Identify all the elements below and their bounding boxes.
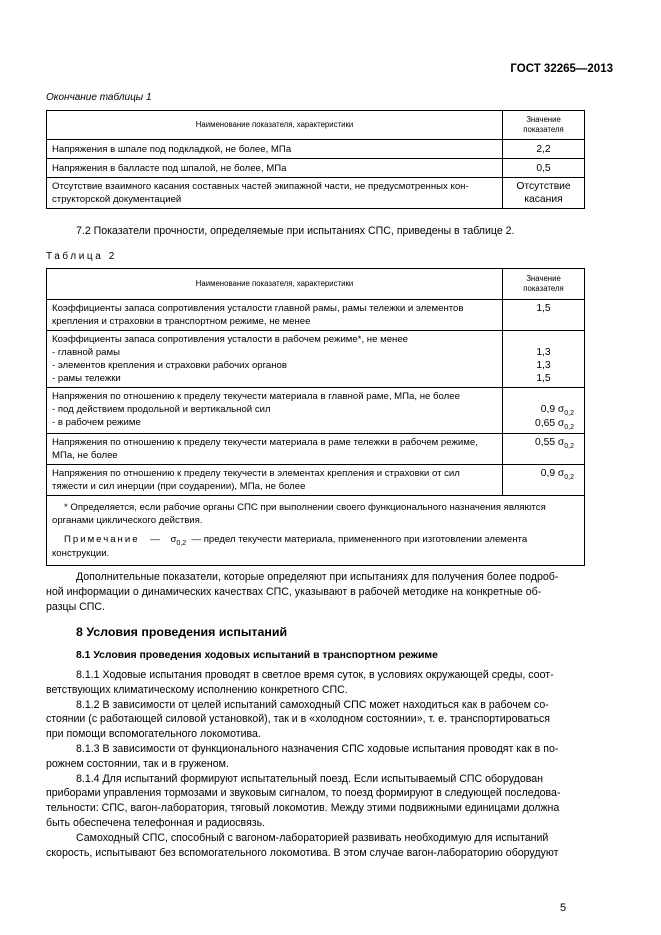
row-value [503,331,585,388]
text-line: 8.1.4 Для испытаний формируют испытательный поезд. Если испытываемый СПС оборудован [76,772,543,785]
row-line: Напряжения по отношению к пределу текучести материала в раме тележки в рабочем режиме, [52,437,478,448]
note-dash: — [150,534,160,545]
table-row [47,159,585,178]
section-8-title: 8 Условия проведения испытаний [76,625,288,639]
subscript: 0,2 [564,443,574,450]
section-8-1-title: 8.1 Условия проведения ходовых испытаний в транспортном режиме [76,650,438,661]
row-value-line: касания [524,194,563,205]
note-text: — предел текучести материала, примененного при изготовлении элемента [191,534,528,545]
row-line: тяжести и сил инерции (при соударении), МПа, не более [52,481,306,492]
subscript: 0,2 [176,540,187,547]
row-line: - в рабочем режиме [52,417,141,428]
table2-header-name: Наименование показателя, характеристики [47,269,503,300]
text-line: тельности: СПС, вагон-лаборатория, тяговый локомотив. Между этими подвижными единицами должна [46,802,560,815]
row-name-line: структорской документацией [52,194,182,205]
text-line: при помощи вспомогательного локомотива. [46,728,261,741]
row-line: Коэффициенты запаса сопротивления усталости в рабочем режиме*, не менее [52,334,408,345]
table2-notes [47,496,585,566]
row-line: Напряжения по отношению к пределу текучести материала в главной раме, МПа, не более [52,391,460,402]
row-name [47,178,503,209]
row-value-line [508,417,574,431]
subscript: 0,2 [564,474,574,481]
row-name [47,300,503,331]
note-line: конструкции. [52,548,110,559]
document-header: ГОСТ 32265—2013 [510,63,613,75]
row-value [503,465,585,496]
spacer [508,390,574,403]
row-line: - главной рамы [52,347,120,358]
text-line: 8.1.1 Ходовые испытания проводят в светлое время суток, в условиях окружающей среды, соот- [76,669,554,681]
row-name: Напряжения в балласте под шпалой, не более, МПа [47,159,503,178]
row-line: Коэффициенты запаса сопротивления усталости главной рамы, рамы тележки и элементов [52,303,464,314]
row-name [47,388,503,434]
table1-header-value [503,111,585,140]
note-sigma: σ [170,534,177,545]
header-value-line: Значение [526,115,561,124]
text-line: 8.1.3 В зависимости от функционального назначения СПС ходовые испытания проводят как в по- [76,742,559,755]
note-label: Примечание [64,534,140,545]
row-value: 1,5 [503,300,585,331]
section-8-body [46,668,584,860]
row-name: Напряжения в шпале под подкладкой, не более, МПа [47,140,503,159]
row-line: - рамы тележки [52,373,121,384]
table1 [46,110,585,209]
text-line: Дополнительные показатели, которые определяют при испытаниях для получения более подроб- [76,571,559,583]
row-value: 2,2 [503,140,585,159]
table1-header-row [47,111,585,140]
spacer [508,333,579,346]
row-value: 0,5 [503,159,585,178]
footnote-line: органами циклического действия. [52,515,203,526]
row-value-line: 1,3 [536,347,551,358]
value-text: 0,55 σ [535,437,565,448]
row-value [503,434,585,465]
row-line: - под действием продольной и вертикальной сил [52,404,271,415]
table2-header-row [47,269,585,300]
text-line: приборами управления тормозами и звуковым сигналом, то поезд формируют в следующей последова- [46,787,561,800]
text-line: Самоходный СПС, способный с вагоном-лабораторией развивать необходимую для испытаний [76,831,549,844]
table-row [47,388,585,434]
footnote-line: * Определяется, если рабочие органы СПС при выполнении своего функционального назначения являются [64,502,546,513]
text-line: ной информации о динамических качествах СПС, указывают в рабочей методике на конкретные об- [46,585,542,598]
row-line: МПа, не более [52,450,118,461]
subscript: 0,2 [564,410,574,417]
row-line: крепления и страховки в транспортном режиме, не менее [52,316,311,327]
text-line: разцы СПС. [46,600,106,613]
table2 [46,268,585,566]
table-row [47,178,585,209]
value-text: 0,9 σ [540,404,565,415]
table-row [47,300,585,331]
table1-header-name: Наименование показателя, характеристики [47,111,503,140]
value-text: 0,9 σ [540,468,565,479]
text-line: рожнем состоянии, так и в груженом. [46,757,229,770]
row-name [47,331,503,388]
row-name-line: Отсутствие взаимного касания составных частей экипажной части, не предусмотренных кон- [52,181,469,192]
subscript: 0,2 [564,424,574,431]
note-line [52,533,579,547]
text-line: скорость, испытывают без вспомогательного локомотива. В этом случае вагон-лабораторию оборудуют [46,846,559,859]
row-value-line [508,403,574,417]
row-name [47,465,503,496]
row-line: - элементов крепления и страховки рабочих органов [52,360,287,371]
table2-notes-row [47,496,585,566]
row-value [503,388,585,434]
header-value-line: Значение [526,274,561,283]
row-name [47,434,503,465]
row-line: Напряжения по отношению к пределу текучести в элементах крепления и страховки от сил [52,468,460,479]
header-value-line: показателя [523,125,564,134]
row-value [503,178,585,209]
table2-header-value [503,269,585,300]
paragraph-7-2: 7.2 Показатели прочности, определяемые при испытаниях СПС, приведены в таблице 2. [76,225,515,237]
row-value-line: 1,5 [536,373,551,384]
value-text: 0,65 σ [535,418,565,429]
text-line: ветствующих климатическому исполнению конкретного СПС. [46,683,348,696]
row-value-line: Отсутствие [516,181,571,192]
table1-caption: Окончание таблицы 1 [46,92,152,103]
table-row [47,331,585,388]
page-number: 5 [560,902,567,914]
row-value-line: 1,3 [536,360,551,371]
table-row [47,434,585,465]
header-value-line: показателя [523,284,564,293]
text-line: быть обеспечена телефонная и радиосвязь. [46,816,266,829]
table-row [47,140,585,159]
text-line: 8.1.2 В зависимости от целей испытаний самоходный СПС может находиться как в рабочем со- [76,698,549,711]
paragraph-additional [46,570,584,614]
table-row [47,465,585,496]
text-line: стоянии (с работающей силовой установкой), так и в «холодном состоянии», т. е. транспортироваться [46,713,551,726]
table2-label: Таблица 2 [46,251,117,262]
